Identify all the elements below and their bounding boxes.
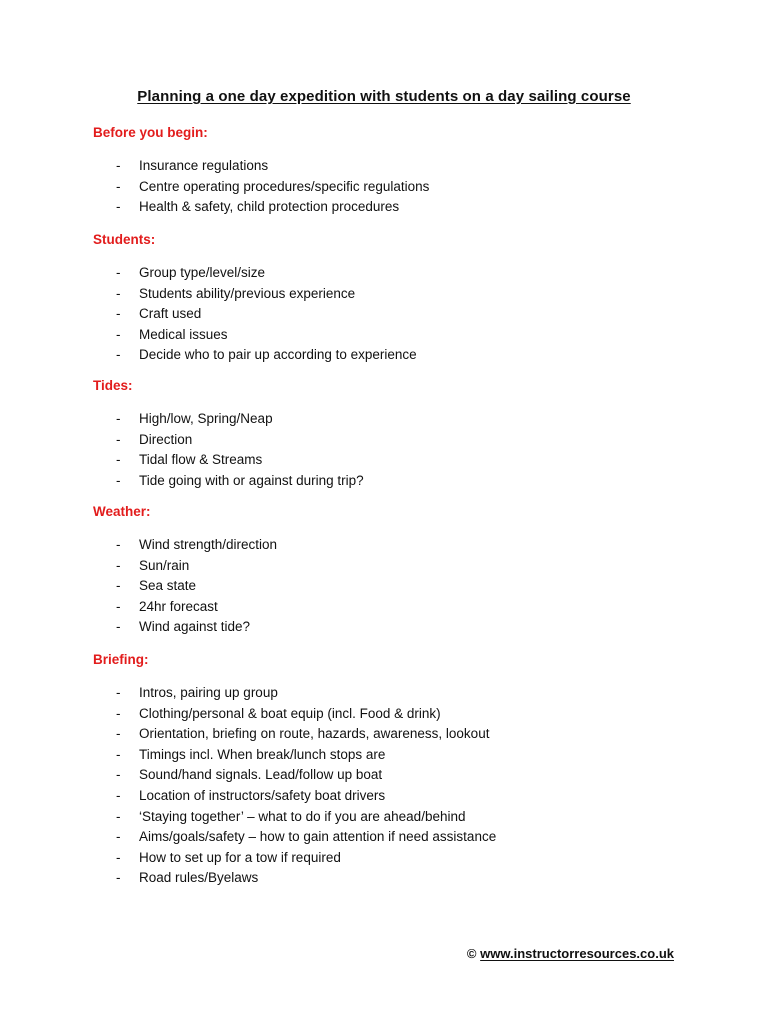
- list-item-text: Clothing/personal & boat equip (incl. Food & drink): [139, 705, 441, 721]
- list-item-text: Aims/goals/safety – how to gain attention if need assistance: [139, 829, 497, 845]
- bullet-dash: -: [116, 347, 121, 363]
- list-item-text: Wind against tide?: [139, 619, 251, 635]
- bullet-dash: -: [116, 746, 121, 762]
- bullet-dash: -: [116, 619, 121, 635]
- list-item-text: Orientation, briefing on route, hazards, awareness, lookout: [139, 726, 490, 742]
- list-item: [93, 345, 713, 366]
- bullet-dash: -: [116, 557, 121, 573]
- footer-url-link[interactable]: www.instructorresources.co.uk: [480, 946, 674, 961]
- bullet-dash: -: [116, 787, 121, 803]
- bullet-dash: -: [116, 870, 121, 886]
- list-item-text: ‘Staying together’ – what to do if you are ahead/behind: [139, 808, 466, 824]
- list-item: [93, 597, 713, 618]
- section-heading: Students:: [93, 232, 156, 247]
- list-item-text: Road rules/Byelaws: [139, 870, 259, 886]
- list-item-text: Sun/rain: [139, 557, 190, 573]
- list-item-text: Tidal flow & Streams: [139, 452, 263, 468]
- bullet-dash: -: [116, 767, 121, 783]
- copyright-symbol: ©: [466, 946, 477, 961]
- bullet-dash: -: [116, 199, 121, 215]
- bullet-dash: -: [116, 829, 121, 845]
- list-item: [93, 683, 713, 704]
- list-item-text: Intros, pairing up group: [139, 685, 278, 700]
- list-item-text: Craft used: [139, 306, 202, 322]
- bullet-dash: -: [116, 808, 121, 824]
- bullet-list: [93, 156, 713, 218]
- list-item-text: 24hr forecast: [139, 598, 218, 614]
- list-item: [93, 765, 713, 786]
- list-item-text: Sound/hand signals. Lead/follow up boat: [139, 767, 383, 783]
- bullet-dash: -: [116, 705, 121, 721]
- list-item: [93, 704, 713, 725]
- list-item: [93, 325, 713, 346]
- bullet-dash: -: [116, 685, 121, 700]
- list-item: [93, 197, 713, 218]
- list-item-text: Decide who to pair up according to experience: [139, 347, 417, 363]
- list-item: [93, 535, 713, 556]
- list-item-text: Wind strength/direction: [139, 537, 278, 552]
- bullet-list: [93, 683, 713, 889]
- bullet-list: [93, 535, 713, 638]
- bullet-list: [93, 409, 713, 491]
- section-heading: Before you begin:: [93, 125, 208, 140]
- list-item-text: Sea state: [139, 578, 197, 594]
- list-item: [93, 745, 713, 766]
- bullet-dash: -: [116, 849, 121, 865]
- bullet-dash: -: [116, 431, 121, 447]
- list-item: [93, 304, 713, 325]
- list-item: [93, 617, 713, 638]
- list-item: [93, 807, 713, 828]
- section-heading: Tides:: [93, 378, 133, 393]
- list-item: [93, 450, 713, 471]
- bullet-dash: -: [116, 598, 121, 614]
- list-item: [93, 471, 713, 492]
- list-item: [93, 263, 713, 284]
- list-item-text: High/low, Spring/Neap: [139, 411, 273, 426]
- bullet-dash: -: [116, 285, 121, 301]
- list-item: [93, 576, 713, 597]
- list-item: [93, 177, 713, 198]
- list-item-text: Medical issues: [139, 326, 228, 342]
- bullet-dash: -: [116, 306, 121, 322]
- list-item-text: Insurance regulations: [139, 158, 269, 173]
- section-tides: [93, 377, 713, 491]
- list-item-text: Location of instructors/safety boat drivers: [139, 787, 386, 803]
- bullet-dash: -: [116, 726, 121, 742]
- bullet-dash: -: [116, 472, 121, 488]
- section-students: [93, 231, 713, 366]
- list-item-text: Group type/level/size: [139, 265, 266, 280]
- list-item: [93, 827, 713, 848]
- bullet-dash: -: [116, 158, 121, 173]
- list-item-text: How to set up for a tow if required: [139, 849, 341, 865]
- list-item-text: Timings incl. When break/lunch stops are: [139, 746, 386, 762]
- list-item: [93, 156, 713, 177]
- list-item: [93, 409, 713, 430]
- section-briefing: [93, 651, 713, 889]
- list-item: [93, 848, 713, 869]
- list-item-text: Health & safety, child protection procedures: [139, 199, 400, 215]
- footer-copyright: [467, 946, 674, 961]
- list-item: [93, 724, 713, 745]
- bullet-dash: -: [116, 578, 121, 594]
- list-item-text: Direction: [139, 431, 193, 447]
- list-item-text: Students ability/previous experience: [139, 285, 356, 301]
- list-item-text: Tide going with or against during trip?: [139, 472, 364, 488]
- section-heading: Weather:: [93, 504, 151, 519]
- bullet-dash: -: [116, 265, 121, 280]
- section-heading: Briefing:: [93, 652, 149, 667]
- bullet-dash: -: [116, 178, 121, 194]
- list-item: [93, 284, 713, 305]
- page-title: Planning a one day expedition with students on a day sailing course: [137, 88, 631, 105]
- section-before-you-begin: [93, 124, 713, 218]
- bullet-list: [93, 263, 713, 366]
- bullet-dash: -: [116, 411, 121, 426]
- list-item: [93, 786, 713, 807]
- bullet-dash: -: [116, 452, 121, 468]
- section-weather: [93, 503, 713, 638]
- list-item-text: Centre operating procedures/specific regulations: [139, 178, 430, 194]
- list-item: [93, 556, 713, 577]
- list-item: [93, 430, 713, 451]
- list-item: [93, 868, 713, 889]
- bullet-dash: -: [116, 537, 121, 552]
- bullet-dash: -: [116, 326, 121, 342]
